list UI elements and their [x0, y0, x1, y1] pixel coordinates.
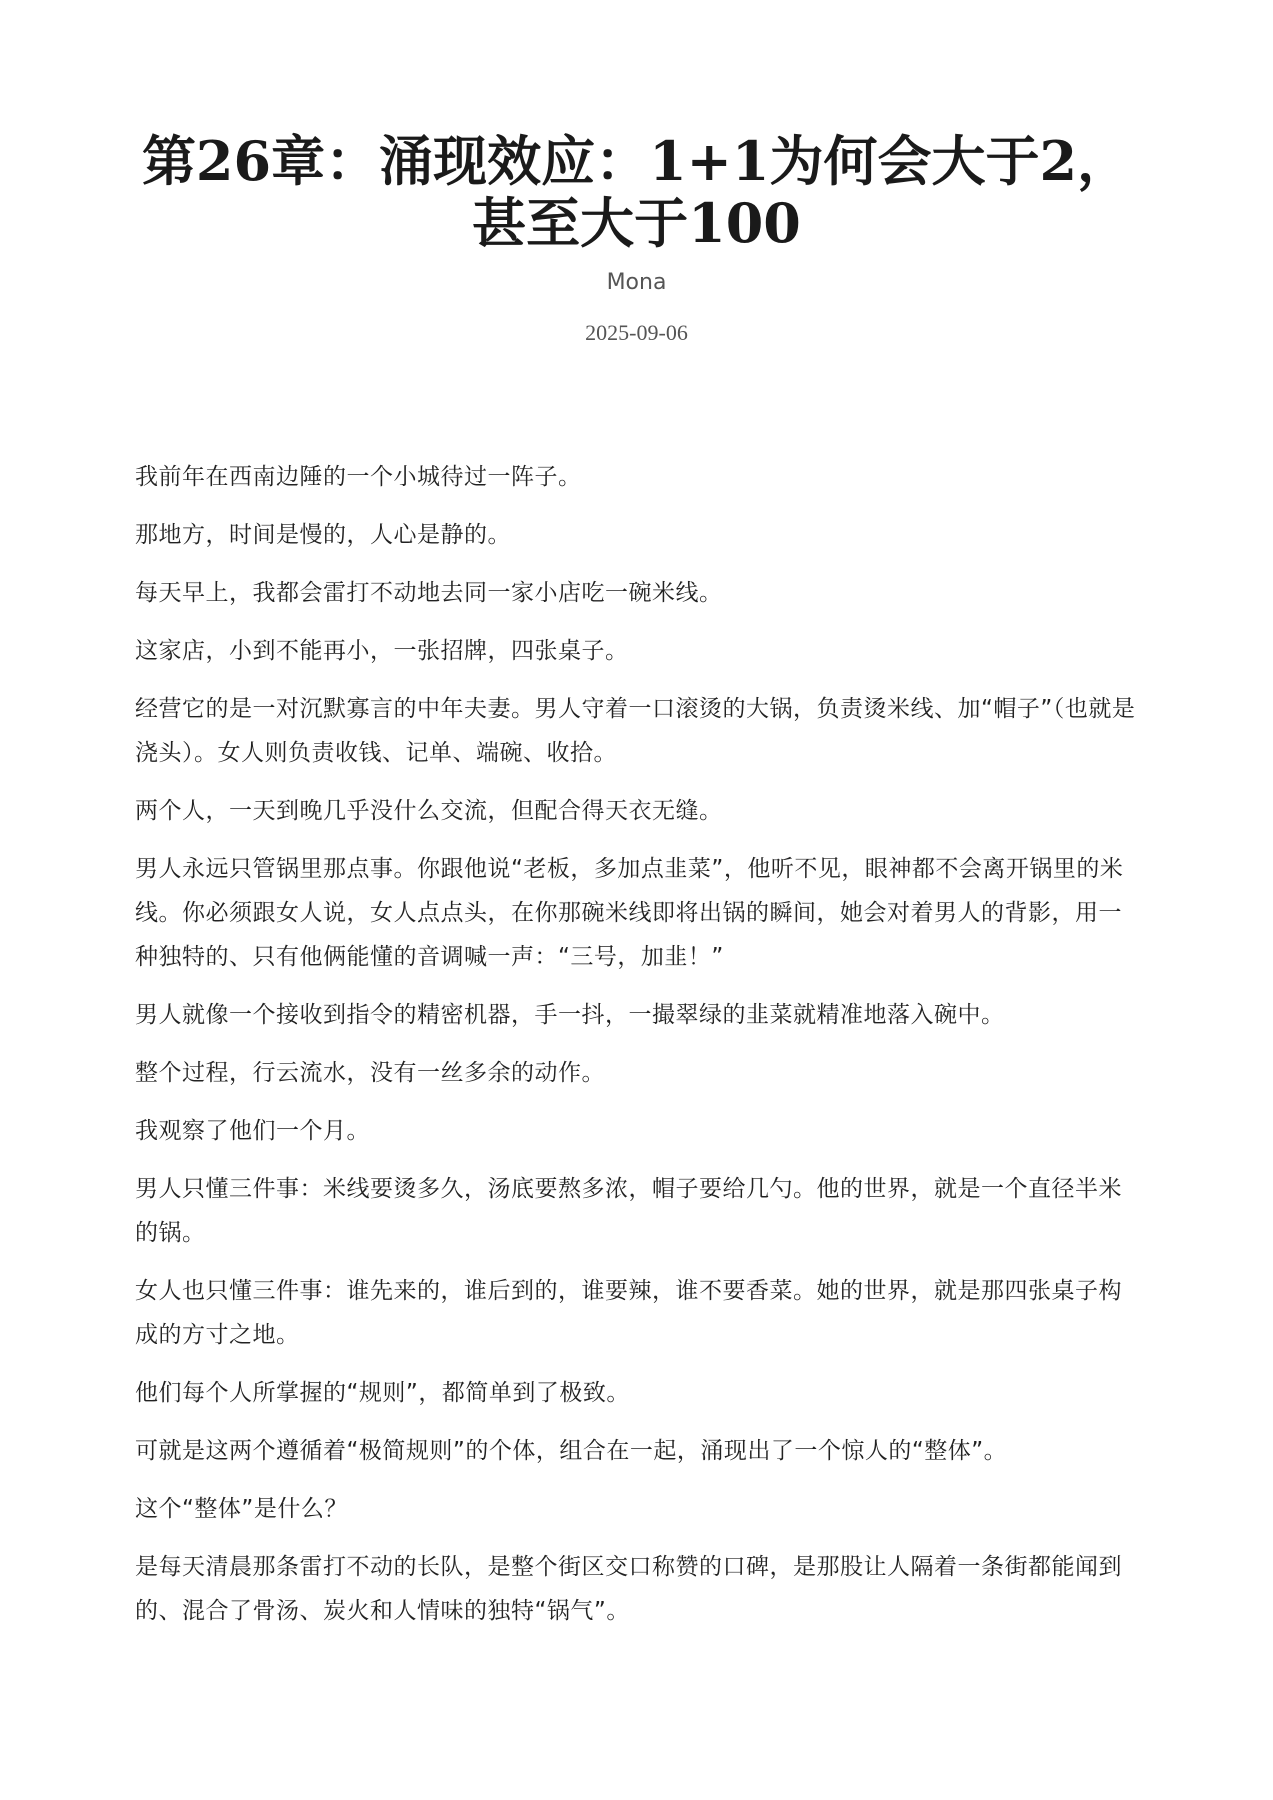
paragraph: 这个“整体”是什么？ [135, 1496, 348, 1522]
publish-date: 2025-09-06 [585, 320, 688, 345]
paragraph: 男人只懂三件事：米线要烫多久，汤底要熬多浓，帽子要给几勺。他的世界，就是一个直径半米的锅。 [135, 1176, 1122, 1246]
author-name: Mona [606, 270, 667, 295]
paragraph: 可就是这两个遵循着“极简规则”的个体，组合在一起，涌现出了一个惊人的“整体”。 [135, 1438, 1008, 1464]
paragraph: 经营它的是一对沉默寡言的中年夫妻。男人守着一口滚烫的大锅，负责烫米线、加“帽子”（也就是浇头）。女人则负责收钱、记单、端碗、收拾。 [135, 696, 1136, 766]
paragraph: 是每天清晨那条雷打不动的长队，是整个街区交口称赞的口碑，是那股让人隔着一条街都能闻到的、混合了骨汤、炭火和人情味的独特“锅气”。 [135, 1554, 1122, 1624]
paragraph: 男人永远只管锅里那点事。你跟他说“老板，多加点韭菜”，他听不见，眼神都不会离开锅里的米线。你必须跟女人说，女人点点头，在你那碗米线即将出锅的瞬间，她会对着男人的背影，用一种独特的、只有他俩能懂的音调喊一声：“三号，加韭！” [135, 856, 1124, 970]
paragraph: 我观察了他们一个月。 [135, 1118, 370, 1144]
paragraph: 整个过程，行云流水，没有一丝多余的动作。 [135, 1060, 605, 1086]
article-header [0, 130, 1273, 348]
paragraph: 我前年在西南边陲的一个小城待过一阵子。 [135, 464, 582, 490]
paragraph: 两个人，一天到晚几乎没什么交流，但配合得天衣无缝。 [135, 798, 723, 824]
paragraph: 这家店，小到不能再小，一张招牌，四张桌子。 [135, 638, 629, 664]
paragraph: 男人就像一个接收到指令的精密机器，手一抖，一撮翠绿的韭菜就精准地落入碗中。 [135, 1002, 1005, 1028]
paragraph: 每天早上，我都会雷打不动地去同一家小店吃一碗米线。 [135, 580, 723, 606]
paragraph: 女人也只懂三件事：谁先来的，谁后到的，谁要辣，谁不要香菜。她的世界，就是那四张桌子构成的方寸之地。 [135, 1278, 1122, 1348]
article-body [135, 455, 1145, 1647]
paragraph: 他们每个人所掌握的“规则”，都简单到了极致。 [135, 1380, 630, 1406]
page-title: 第26章：涌现效应：1+1为何会大于2，甚至大于100 [141, 129, 1132, 255]
paragraph: 那地方，时间是慢的，人心是静的。 [135, 522, 511, 548]
